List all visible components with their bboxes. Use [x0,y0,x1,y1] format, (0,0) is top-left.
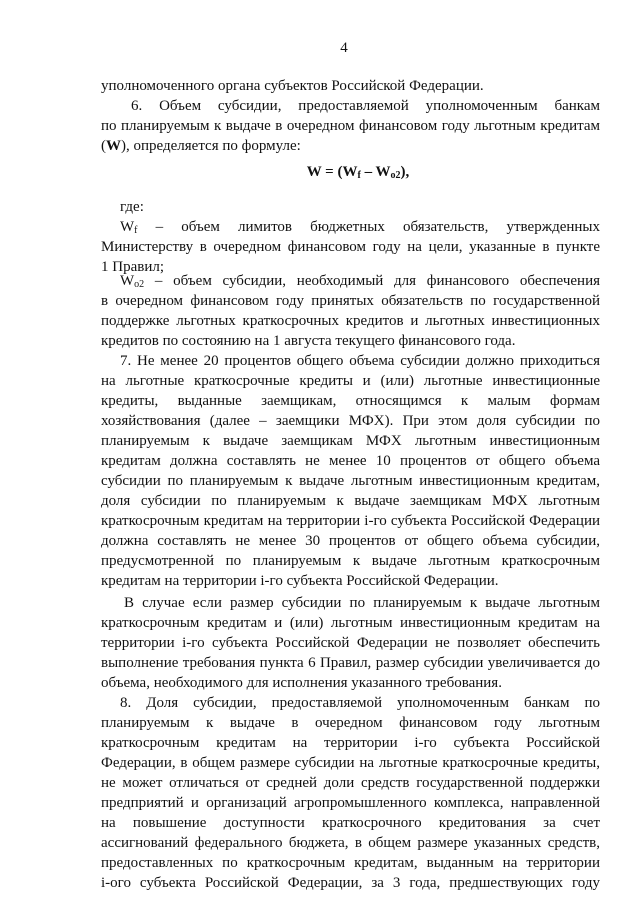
text-line: кредитов по состоянию на 1 августа текущего финансового года. [101,333,516,349]
text-line: доля субсидии по планируемым к выдаче заемщикам МФХ льготным [101,493,600,509]
text-line: В случае если размер субсидии по планируемым к выдаче льготным [124,595,600,611]
text-line-tail: – объем субсидии, необходимый для финансового обеспечения [144,273,600,289]
text-line: территории i-го субъекта Российской Федерации не позволяет обеспечить [101,635,600,651]
text-line: кредитам должна составлять не менее 10 процентов от общего объема [101,453,600,469]
w-subscript: o2 [134,279,145,290]
formula-eq: = (W [321,164,358,180]
text-line: краткосрочным кредитам и (или) льготным инвестиционным кредитам на [101,615,600,631]
formula-minus: – W [360,164,391,180]
text-line: кредитам на территории i-го субъекта Российской Федерации. [101,573,499,589]
formula-sub-f: f [357,170,361,181]
text-line: кредиты, выданные заемщикам, относящимся к малым формам [101,393,600,409]
text-line: на льготные краткосрочные кредиты и (или) льготные инвестиционные [101,373,600,389]
text-line: планируемым к выдаче заемщикам МФХ льготным инвестиционным [101,433,600,449]
text-line: на повышение доступности краткосрочного кредитования за счет [101,815,600,831]
w-symbol: W [120,219,135,235]
text-line: предусмотренной по планируемым к выдаче льготным краткосрочным [101,553,600,569]
w-subscript: f [134,225,138,236]
text-line: поддержке льготных краткосрочных кредитов и льготных инвестиционных [101,313,600,329]
text-line: хозяйствования (далее – заемщики МФХ). При этом доля субсидии по [101,413,600,429]
text-line: по планируемым к выдаче в очередном финансовом году льготным кредитам [101,118,600,134]
text-line: предоставленных по краткосрочным кредитам, выданным на территории [101,855,600,871]
text-line-tail: ), определяется по формуле: [121,138,301,154]
text-line: 8. Доля субсидии, предоставляемой уполномоченным банкам по [120,695,600,711]
text-line: выполнение требования пункта 6 Правил, размер субсидии увеличивается до [101,655,600,671]
text-line: в очередном финансовом году принятых обязательств по государственной [101,293,600,309]
text-line: 1 Правил; [101,259,165,275]
text-line: краткосрочным кредитам на территории i-го субъекта Российской Федерации [101,513,600,529]
text-line: объема, необходимого для исполнения указанного требования. [101,675,502,691]
text-line [120,271,600,291]
formula [38,164,640,181]
text-line: i-ого субъекта Российской Федерации, за 3 года, предшествующих году [101,875,600,891]
text-line: предприятий и организаций агропромышленного комплекса, направленной [101,795,600,811]
text-line: ассигнований федерального бюджета, в общем размере указанных средств, [101,835,600,851]
w-symbol: W [106,138,121,154]
text-line: 7. Не менее 20 процентов общего объема субсидии должно приходиться [120,353,600,369]
paren-open: ( [101,138,106,154]
text-line [120,217,600,237]
text-line: Министерству в очередном финансовом году на цели, указанные в пункте [101,239,600,255]
text-line: краткосрочным кредитам на территории i-го субъекта Российской [101,735,600,751]
text-line: 6. Объем субсидии, предоставляемой уполномоченным банкам [131,98,600,114]
text-line: должна составлять не менее 30 процентов от общего объема субсидии, [101,533,600,549]
text-line: планируемым к выдаче в очередном финансовом году льготным [101,715,600,731]
text-line: где: [120,199,144,215]
text-line: субсидии по планируемым к выдаче льготным инвестиционным кредитам, [101,473,600,489]
w-symbol: W [120,273,135,289]
text-line: уполномоченного органа субъектов Российской Федерации. [101,78,484,94]
text-line [101,136,600,156]
formula-sub-o2: o2 [390,170,401,181]
text-line: не может отличаться от средней доли средств государственной поддержки [101,775,600,791]
page-number: 4 [340,40,348,56]
formula-tail: ), [400,164,410,180]
formula-lhs: W [306,164,322,180]
text-line-tail: – объем лимитов бюджетных обязательств, утвержденных [137,219,600,235]
text-line: Федерации, в общем размере субсидии на льготные краткосрочные кредиты, [101,755,600,771]
